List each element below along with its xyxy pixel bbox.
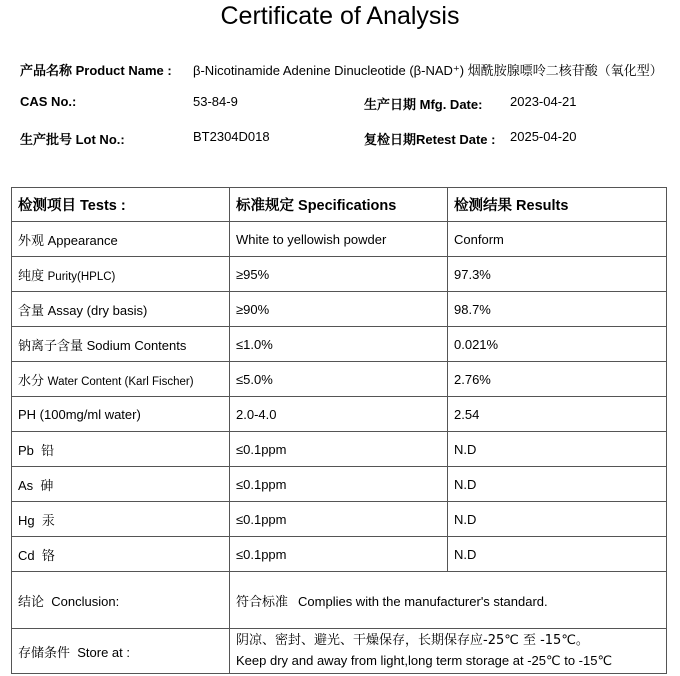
test-cell [12,362,230,397]
result-cell: N.D [448,537,667,572]
retest-date-label: 复检日期Retest Date : [364,132,496,147]
table-row [12,327,667,362]
test-cn: 含量 [18,303,45,319]
table-row [12,537,667,572]
lot-value: BT2304D018 [193,129,270,144]
test-cell [12,327,230,362]
test-en: Water Content (Karl Fischer) [47,375,194,388]
test-cn: 铬 [41,548,55,564]
result-cell: 97.3% [448,257,667,292]
spec-cell: White to yellowish powder [230,222,448,257]
spec-cell: ≤0.1ppm [230,432,448,467]
result-cell: 2.76% [448,362,667,397]
result-cell: N.D [448,502,667,537]
conclusion-label-cn: 结论 [18,594,45,610]
test-en: Assay (dry basis) [47,302,148,318]
mfg-date-label: 生产日期 Mfg. Date: [364,97,483,112]
test-cn: 砷 [40,478,54,494]
conclusion-value-en: Complies with the manufacturer's standard. [298,593,548,609]
test-symbol: Pb [18,442,34,458]
header-tests: 检测项目 Tests : [12,188,230,222]
spec-cell: ≤0.1ppm [230,467,448,502]
spec-cell: ≤5.0% [230,362,448,397]
cas-label: CAS No.: [20,94,77,109]
test-cell [12,502,230,537]
test-cell [12,257,230,292]
header-specifications: 标准规定 Specifications [230,188,448,222]
table-row [12,292,667,327]
result-cell: N.D [448,467,667,502]
cas-value: 53-84-9 [193,94,238,109]
mfg-date-value: 2023-04-21 [510,94,577,109]
result-cell: 2.54 [448,397,667,432]
conclusion-label [12,572,230,629]
test-cn: 汞 [41,513,55,529]
spec-cell: ≥90% [230,292,448,327]
product-name-label: 产品名称 Product Name : [20,63,172,78]
storage-value-en: Keep dry and away from light,long term storage at -25℃ to -15℃ [236,653,613,668]
result-cell: N.D [448,432,667,467]
table-row [12,362,667,397]
test-en: Appearance [47,232,118,248]
spec-cell: ≤0.1ppm [230,537,448,572]
storage-label-en: Store at : [77,644,130,660]
test-symbol: As [18,477,34,493]
lot-label: 生产批号 Lot No.: [20,132,125,147]
test-symbol: Cd [18,547,35,563]
table-row [12,467,667,502]
spec-cell: ≥95% [230,257,448,292]
document-title: Certificate of Analysis [220,2,460,30]
test-cn: 钠离子含量 [18,338,84,354]
storage-row [12,629,667,674]
test-cell [12,537,230,572]
analysis-table [11,187,667,674]
table-row [12,432,667,467]
storage-label-cn: 存储条件 [18,645,71,661]
header-results: 检测结果 Results [448,188,667,222]
table-row [12,257,667,292]
test-en: PH (100mg/ml water) [18,406,141,422]
test-cell [12,222,230,257]
conclusion-row [12,572,667,629]
table-header-row [12,188,667,222]
storage-value [230,629,667,674]
result-cell: Conform [448,222,667,257]
conclusion-value [230,572,667,629]
test-cell [12,467,230,502]
test-en: Purity(HPLC) [47,270,116,283]
conclusion-value-cn: 符合标准 [236,594,289,610]
test-cn: 铅 [41,443,55,459]
table-row [12,502,667,537]
table-row [12,397,667,432]
spec-cell: ≤0.1ppm [230,502,448,537]
retest-date-value: 2025-04-20 [510,129,577,144]
test-cn: 水分 [18,373,45,389]
storage-label [12,629,230,674]
spec-cell: ≤1.0% [230,327,448,362]
test-en: Sodium Contents [86,337,187,353]
test-symbol: Hg [18,512,35,528]
storage-value-cn: 阴凉、密封、避光、干燥保存，长期保存应-25℃ 至 -15℃。 [236,633,589,648]
test-cn: 外观 [18,233,45,249]
result-cell: 0.021% [448,327,667,362]
conclusion-label-en: Conclusion: [51,593,120,609]
result-cell: 98.7% [448,292,667,327]
table-row [12,222,667,257]
product-name-value: β-Nicotinamide Adenine Dinucleotide (β-NAD⁺) 烟酰胺腺嘌呤二核苷酸（氧化型） [193,63,663,78]
spec-cell: 2.0-4.0 [230,397,448,432]
test-cn: 纯度 [18,268,45,284]
test-cell [12,292,230,327]
test-cell [12,397,230,432]
test-cell [12,432,230,467]
